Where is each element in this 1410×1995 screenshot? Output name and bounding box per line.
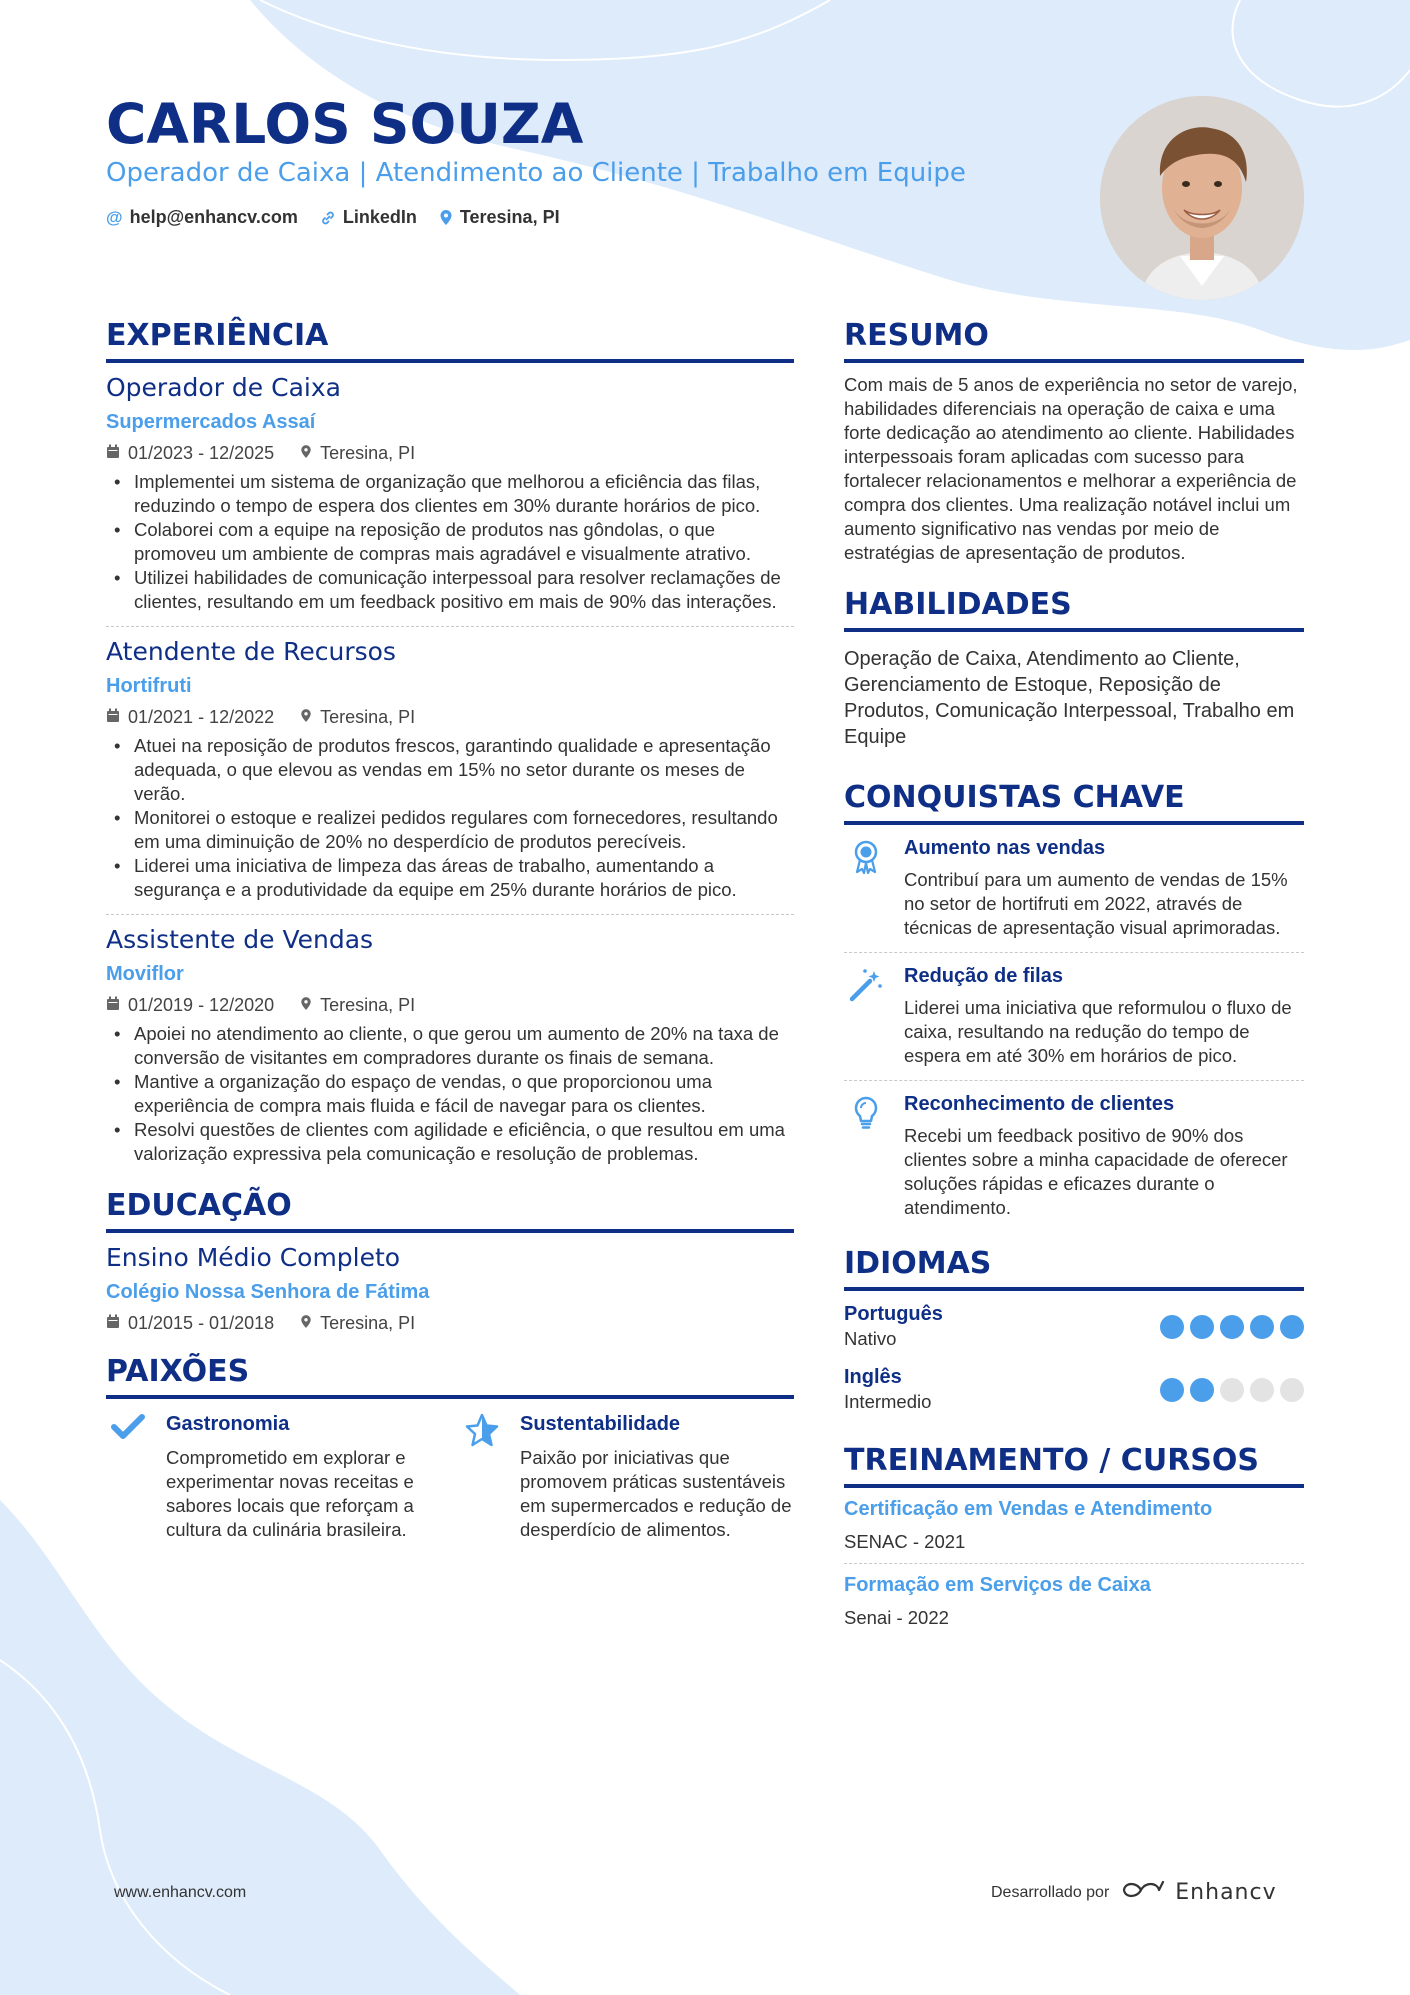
experience-section-title: EXPERIÊNCIA xyxy=(106,318,794,363)
job-location-text: Teresina, PI xyxy=(320,443,416,463)
contact-email[interactable] xyxy=(106,207,298,228)
job-location-text: Teresina, PI xyxy=(320,995,416,1015)
job-meta xyxy=(106,995,794,1016)
job-dates-text: 01/2021 - 12/2022 xyxy=(128,707,275,727)
job-meta xyxy=(106,443,794,464)
course-sub: Senai - 2022 xyxy=(844,1607,949,1628)
contact-email-text: help@enhancv.com xyxy=(129,207,298,227)
education-entry xyxy=(106,1233,794,1346)
footer-website[interactable]: www.enhancv.com xyxy=(114,1884,247,1901)
summary-section-title: RESUMO xyxy=(844,318,1304,363)
language-rating xyxy=(1160,1378,1304,1402)
language-level: Intermedio xyxy=(844,1391,932,1412)
education-dates xyxy=(106,1313,274,1334)
education-location-text: Teresina, PI xyxy=(320,1313,416,1333)
powered-by-text: Desarrollado por xyxy=(991,1883,1110,1901)
job-bullet: • Monitorei o estoque e realizei pedidos regulares com fornecedores, resultando em uma diminuição de 20% no desperdício de produtos perecíveis. xyxy=(106,806,794,854)
job-entry xyxy=(106,627,794,915)
left-column xyxy=(106,318,794,1542)
achievement-desc: Liderei uma iniciativa que reformulou o fluxo de caixa, resultando na redução do tempo de espera em até 30% em horários de pico. xyxy=(904,997,1292,1066)
contact-linkedin-text: LinkedIn xyxy=(342,207,417,227)
job-location xyxy=(300,443,415,464)
contact-location-text: Teresina, PI xyxy=(459,207,560,227)
job-bullet: • Mantive a organização do espaço de vendas, o que proporcionou uma experiência de compra mais fluida e fácil de navegar para os clientes. xyxy=(106,1070,794,1118)
passion-desc: Paixão por iniciativas que promovem práticas sustentáveis em supermercados e redução de desperdício de alimentos. xyxy=(520,1447,792,1540)
achievement-item xyxy=(844,825,1304,953)
job-bullet: • Atuei na reposição de produtos frescos, garantindo qualidade e apresentação adequada, o que elevou as vendas em 15% no setor durante os meses de verão. xyxy=(106,734,794,806)
link-icon xyxy=(320,210,336,226)
job-bullets xyxy=(106,470,794,614)
rating-dot-filled xyxy=(1190,1315,1214,1339)
rating-dot-empty xyxy=(1220,1378,1244,1402)
job-title: Assistente de Vendas xyxy=(106,925,374,954)
education-school: Colégio Nossa Senhora de Fátima xyxy=(106,1281,430,1303)
job-location xyxy=(300,995,415,1016)
job-company: Hortifruti xyxy=(106,675,192,697)
language-rating xyxy=(1160,1315,1304,1339)
achievement-desc: Recebi um feedback positivo de 90% dos clientes sobre a minha capacidade de oferecer soluções rápidas e eficazes durante o atendimento. xyxy=(904,1125,1288,1218)
passion-item xyxy=(106,1413,440,1542)
candidate-name: CARLOS SOUZA xyxy=(106,92,584,156)
education-dates-text: 01/2015 - 01/2018 xyxy=(128,1313,275,1333)
job-entry xyxy=(106,363,794,627)
job-dates xyxy=(106,707,274,728)
passion-title: Gastronomia xyxy=(166,1413,290,1435)
passion-desc: Comprometido em explorar e experimentar novas receitas e sabores locais que reforçam a cultura da culinária brasileira. xyxy=(166,1447,414,1540)
location-pin-icon xyxy=(300,1314,312,1334)
footer-branding xyxy=(991,1878,1277,1907)
location-pin-icon xyxy=(300,708,312,728)
rating-dot-filled xyxy=(1250,1315,1274,1339)
contact-location xyxy=(439,207,560,228)
education-location xyxy=(300,1313,415,1334)
enhancv-logo-icon xyxy=(1119,1878,1165,1907)
job-bullet: • Colaborei com a equipe na reposição de produtos nas gôndolas, o que promoveu um ambiente de compras mais agradável e visualmente atrativo. xyxy=(106,518,794,566)
award-medal-icon xyxy=(844,837,888,940)
calendar-icon xyxy=(106,1314,120,1334)
achievement-title: Reconhecimento de clientes xyxy=(904,1093,1175,1115)
achievements-section-title: CONQUISTAS CHAVE xyxy=(844,780,1304,825)
achievement-item xyxy=(844,1081,1304,1232)
language-name: Inglês xyxy=(844,1366,902,1388)
achievement-title: Aumento nas vendas xyxy=(904,837,1106,859)
courses-section-title: TREINAMENTO / CURSOS xyxy=(844,1443,1304,1488)
job-bullet: • Implementei um sistema de organização que melhorou a eficiência das filas, reduzindo o tempo de espera dos clientes em 30% durante horários de pico. xyxy=(106,470,794,518)
course-item xyxy=(844,1564,1304,1639)
job-bullets xyxy=(106,1022,794,1166)
location-pin-icon xyxy=(300,444,312,464)
location-pin-icon xyxy=(300,996,312,1016)
job-location xyxy=(300,707,415,728)
language-name: Português xyxy=(844,1303,943,1325)
job-location-text: Teresina, PI xyxy=(320,707,416,727)
passions-list xyxy=(106,1413,794,1542)
achievement-title: Redução de filas xyxy=(904,965,1063,987)
passion-title: Sustentabilidade xyxy=(520,1413,681,1435)
language-item xyxy=(844,1303,1304,1350)
languages-section-title: IDIOMAS xyxy=(844,1246,1304,1291)
language-item xyxy=(844,1366,1304,1413)
job-bullets xyxy=(106,734,794,902)
education-degree: Ensino Médio Completo xyxy=(106,1243,401,1272)
education-meta xyxy=(106,1313,794,1334)
course-title: Formação em Serviços de Caixa xyxy=(844,1574,1151,1596)
job-dates xyxy=(106,443,274,464)
course-sub: SENAC - 2021 xyxy=(844,1531,966,1552)
job-company: Moviflor xyxy=(106,963,184,985)
job-dates xyxy=(106,995,274,1016)
job-bullet: • Liderei uma iniciativa de limpeza das áreas de trabalho, aumentando a segurança e a produtividade da equipe em 25% durante horários de pico. xyxy=(106,854,794,902)
lightbulb-icon xyxy=(844,1093,888,1220)
job-company: Supermercados Assaí xyxy=(106,411,316,433)
passions-section-title: PAIXÕES xyxy=(106,1354,794,1399)
skills-text: Operação de Caixa, Atendimento ao Cliente, Gerenciamento de Estoque, Reposição de Produtos, Comunicação Interpessoal, Trabalho em Equipe xyxy=(844,648,1295,748)
job-title: Atendente de Recursos xyxy=(106,637,396,666)
right-column xyxy=(844,318,1304,1639)
rating-dot-filled xyxy=(1160,1315,1184,1339)
rating-dot-empty xyxy=(1280,1378,1304,1402)
skills-section-title: HABILIDADES xyxy=(844,587,1304,632)
job-bullet: • Apoiei no atendimento ao cliente, o que gerou um aumento de 20% na taxa de conversão de visitantes em compradores durante os finais de semana. xyxy=(106,1022,794,1070)
summary-text: Com mais de 5 anos de experiência no setor de varejo, habilidades diferenciais na operação de caixa e uma forte dedicação ao atendimento ao cliente. Habilidades interpessoais foram aplicadas com sucesso para fortalecer relacionamentos e melhorar a experiência de compra dos clientes. Uma realização notável inclui um aumento significativo nas vendas por meio de estratégias de apresentação de produtos. xyxy=(844,374,1298,563)
job-bullet: • Utilizei habilidades de comunicação interpessoal para resolver reclamações de clientes, resultando em um feedback positivo em mais de 90% das interações. xyxy=(106,566,794,614)
magic-wand-icon xyxy=(844,965,888,1068)
checkmark-icon xyxy=(106,1413,150,1542)
at-icon: @ xyxy=(106,207,123,227)
rating-dot-empty xyxy=(1250,1378,1274,1402)
job-entry xyxy=(106,915,794,1178)
achievement-desc: Contribuí para um aumento de vendas de 15% no setor de hortifruti em 2022, através de técnicas de apresentação visual aprimoradas. xyxy=(904,869,1288,938)
profile-photo xyxy=(1100,96,1304,300)
job-title: Operador de Caixa xyxy=(106,373,341,402)
contact-linkedin[interactable] xyxy=(320,207,417,228)
job-dates-text: 01/2019 - 12/2020 xyxy=(128,995,275,1015)
passion-item xyxy=(460,1413,794,1542)
contact-bar xyxy=(106,207,560,228)
course-item xyxy=(844,1488,1304,1564)
rating-dot-filled xyxy=(1280,1315,1304,1339)
star-icon xyxy=(460,1413,504,1542)
calendar-icon xyxy=(106,996,120,1016)
job-dates-text: 01/2023 - 12/2025 xyxy=(128,443,275,463)
calendar-icon xyxy=(106,444,120,464)
course-title: Certificação em Vendas e Atendimento xyxy=(844,1498,1213,1520)
achievement-item xyxy=(844,953,1304,1081)
language-level: Nativo xyxy=(844,1328,897,1349)
job-meta xyxy=(106,707,794,728)
job-bullet: • Resolvi questões de clientes com agilidade e eficiência, o que resultou em uma valorização expressiva pela comunicação e resolução de problemas. xyxy=(106,1118,794,1166)
rating-dot-filled xyxy=(1190,1378,1214,1402)
calendar-icon xyxy=(106,708,120,728)
rating-dot-filled xyxy=(1220,1315,1244,1339)
rating-dot-filled xyxy=(1160,1378,1184,1402)
headline: Operador de Caixa | Atendimento ao Cliente | Trabalho em Equipe xyxy=(106,158,966,188)
location-pin-icon xyxy=(439,209,453,226)
brand-name: Enhancv xyxy=(1175,1880,1277,1905)
education-section-title: EDUCAÇÃO xyxy=(106,1188,794,1233)
